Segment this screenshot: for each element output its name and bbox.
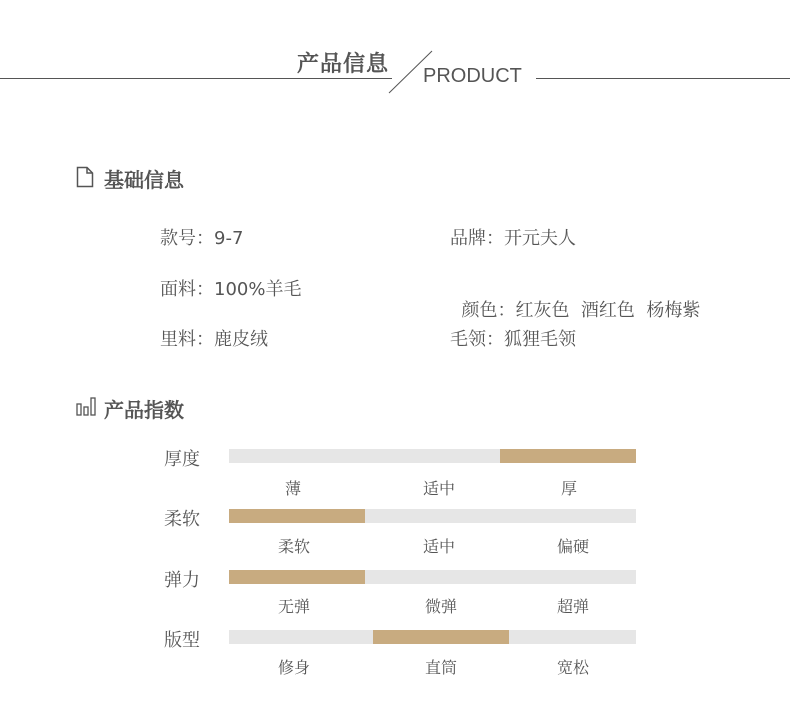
product-index-title: 产品指数 <box>104 398 184 422</box>
field-value: 狐狸毛领 <box>504 329 576 350</box>
index-fill-fit <box>373 630 509 644</box>
index-fill-elasticity <box>229 570 365 584</box>
field-fabric <box>160 275 301 301</box>
index-option: 微弹 <box>425 597 458 616</box>
index-option: 柔软 <box>278 537 311 556</box>
index-option: 超弹 <box>557 597 590 616</box>
index-track-fit <box>229 630 636 644</box>
field-label: 毛领 <box>450 329 486 350</box>
index-label-thickness: 厚度 <box>164 449 200 470</box>
index-track-thickness <box>229 449 636 463</box>
field-lining <box>160 325 268 351</box>
index-option: 薄 <box>285 479 302 498</box>
field-value: 鹿皮绒 <box>214 329 268 350</box>
index-option: 适中 <box>423 479 456 498</box>
index-option: 无弹 <box>278 597 311 616</box>
field-style-no <box>160 224 243 250</box>
field-separator: ： <box>486 329 504 350</box>
header-line-left <box>0 78 392 79</box>
index-label-softness: 柔软 <box>164 509 200 530</box>
index-option: 直筒 <box>425 658 458 677</box>
field-value: 9-7 <box>214 228 244 249</box>
field-value: 100%羊毛 <box>214 279 302 300</box>
index-label-elasticity: 弹力 <box>164 570 200 591</box>
field-label: 颜色 <box>461 300 498 321</box>
header-title-en: PRODUCT <box>423 65 522 87</box>
index-option: 适中 <box>423 537 456 556</box>
index-fill-thickness <box>500 449 636 463</box>
index-track-softness <box>229 509 636 523</box>
field-separator: ： <box>196 279 214 300</box>
document-icon <box>76 166 94 188</box>
field-label: 款号 <box>160 228 196 249</box>
header-line-right <box>536 78 790 79</box>
field-fur-collar <box>450 325 576 351</box>
field-separator: ： <box>497 300 516 321</box>
index-option: 宽松 <box>557 658 590 677</box>
field-label: 里料 <box>160 329 196 350</box>
bar-chart-icon <box>76 396 98 416</box>
index-track-elasticity <box>229 570 636 584</box>
field-brand <box>450 224 576 250</box>
field-separator: ： <box>196 228 214 249</box>
index-fill-softness <box>229 509 365 523</box>
header-title-cn: 产品信息 <box>297 52 390 77</box>
index-option: 修身 <box>278 658 311 677</box>
index-label-fit: 版型 <box>164 630 200 651</box>
index-option: 偏硬 <box>557 537 590 556</box>
field-separator: ： <box>196 329 214 350</box>
basic-info-title: 基础信息 <box>104 168 184 192</box>
field-label: 面料 <box>160 279 196 300</box>
field-label: 品牌 <box>450 228 486 249</box>
field-value: 红灰色 酒红色 杨梅紫 <box>515 300 701 321</box>
index-option: 厚 <box>561 479 578 498</box>
field-value: 开元夫人 <box>504 228 576 249</box>
field-color <box>450 275 700 322</box>
field-separator: ： <box>486 228 504 249</box>
